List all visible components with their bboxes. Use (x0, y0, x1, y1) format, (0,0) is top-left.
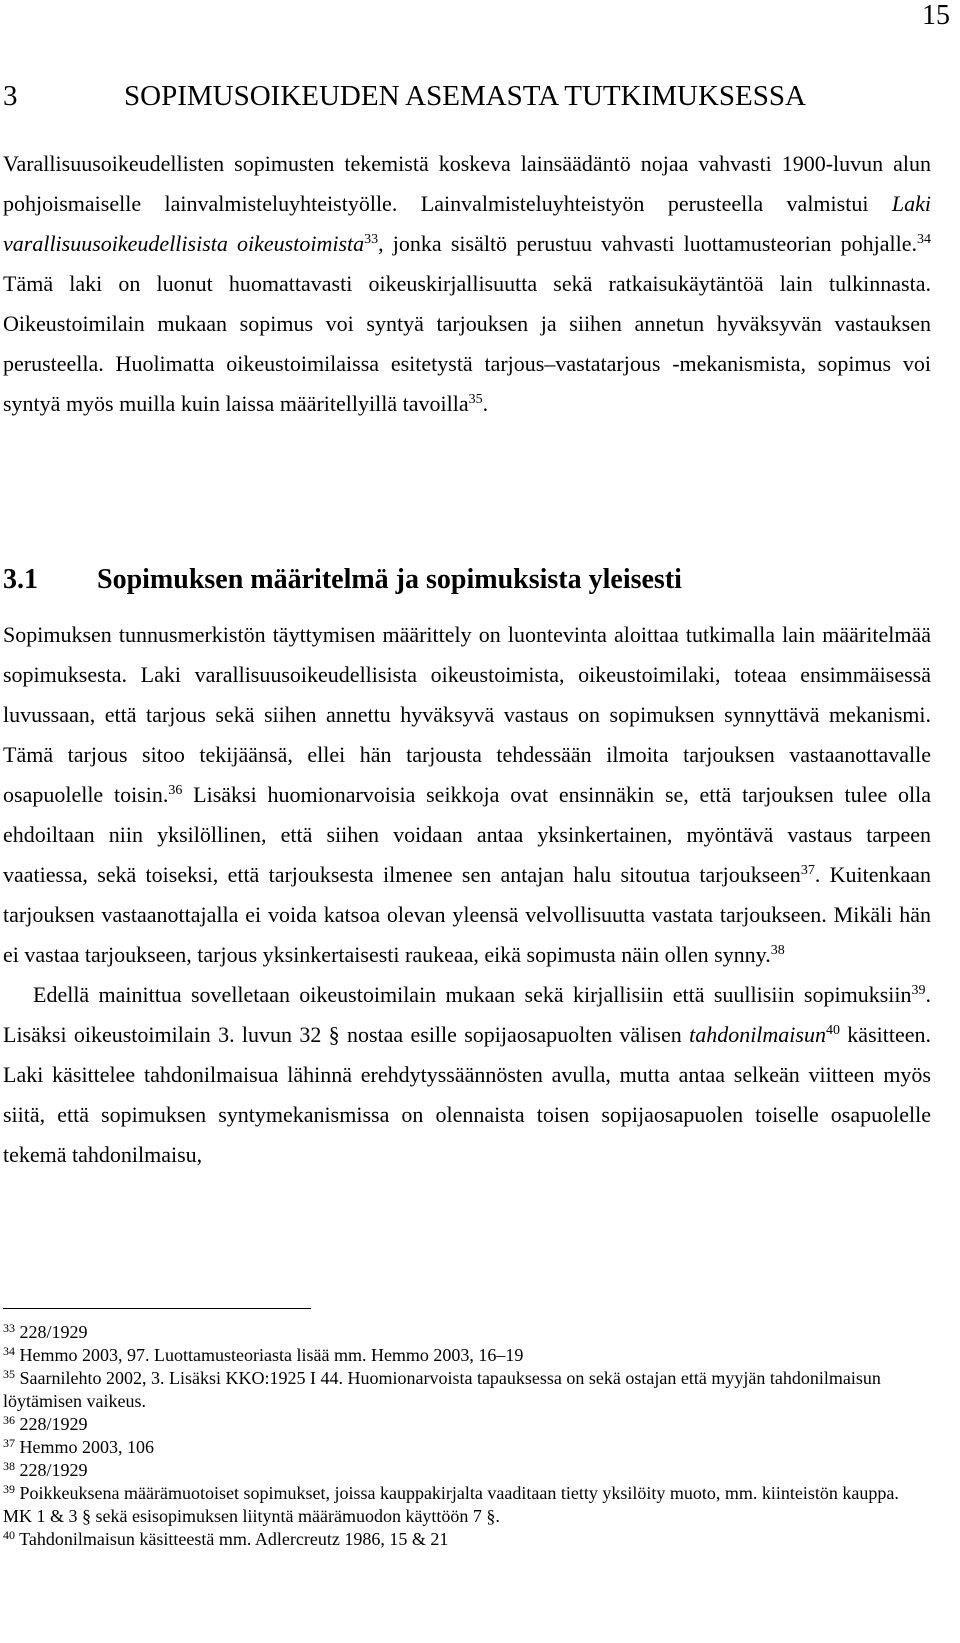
footnote-36: $^{36}$ 228/1929 (3, 1413, 88, 1434)
footnote-37: $^{37}$ Hemmo 2003, 106 (3, 1436, 154, 1457)
p2-text-a: Sopimuksen tunnusmerkistön täyttymisen määrittely on luontevinta aloittaa tutkimalla lain määritelmää sopimuksesta. Laki varallisuusoikeudellisista oikeustoimista, oikeustoimilaki, toteaa ensimmäisessä luvussaan, että tarjous sekä siihen annettu hyväksyvä vastaus on sopimuksen synnyttävä mekanismi. Tämä tarjous sitoo tekijäänsä, ellei hän tarjousta tehdessään ilmoita tarjouksen vastaanottavalle osapuolelle toisin. (3, 622, 931, 807)
chapter-title: SOPIMUSOIKEUDEN ASEMASTA TUTKIMUKSESSA (124, 80, 806, 112)
term-tahdonilmaisu: tahdonilmaisun (689, 1022, 826, 1047)
paragraph-3 (3, 975, 931, 1175)
footnote-ref-40: 40 (825, 1023, 840, 1038)
p3-text-a: Edellä mainittua sovelletaan oikeustoimilain mukaan sekä kirjallisiin että suullisiin sopimuksiin (33, 982, 912, 1007)
page-number: 15 (922, 0, 950, 31)
p2-text-c: . Kuitenkaan tarjouksen vastaanottajalla ei voida katsoa olevan yleensä velvollisuutta vastata tarjoukseen. Mikäli hän ei vastaa tarjoukseen, tarjous yksinkertaisesti raukeaa, eikä sopimusta näin ollen synny. (3, 862, 932, 967)
footnote-ref-35: 35 (468, 392, 483, 407)
footnote-ref-33: 33 (364, 232, 379, 247)
p1-text-b: , jonka sisältö perustuu vahvasti luottamusteorian pohjalle. (378, 231, 917, 256)
law-title: Laki varallisuusoikeudellisista oikeustoimista (3, 191, 931, 256)
chapter-heading (3, 78, 933, 114)
footnote-39: $^{39}$ Poikkeuksena määrämuotoiset sopimukset, joissa kauppakirjalta vaaditaan tietty yksilöity muoto, mm. kiinteistön kauppa. MK 1 & 3 § sekä esisopimuksen liityntä määrämuodon käyttöön 7 §. (3, 1482, 899, 1526)
footnote-34: $^{34}$ Hemmo 2003, 97. Luottamusteoriasta lisää mm. Hemmo 2003, 16–19 (3, 1344, 524, 1365)
p1-text-a: Varallisuusoikeudellisten sopimusten tekemistä koskeva lainsäädäntö nojaa vahvasti 1900-luvun alun pohjoismaiselle lainvalmisteluyhteistyölle. Lainvalmisteluyhteistyön perusteella valmistui (3, 151, 931, 216)
section-number: 3.1 (3, 564, 38, 595)
footnotes (3, 1321, 931, 1551)
footnote-33: $^{33}$ 228/1929 (3, 1321, 88, 1342)
p2-text-b: Lisäksi huomionarvoisia seikkoja ovat ensinnäkin se, että tarjouksen tulee olla ehdoiltaan niin yksilöllinen, että siihen voidaan antaa yksinkertainen, myöntävä vastaus tarpeen vaatiessa, sekä toiseksi, että tarjouksesta ilmenee sen antajan halu sitoutua tarjoukseen (3, 782, 932, 887)
chapter-number: 3 (3, 80, 18, 112)
footnote-38: $^{38}$ 228/1929 (3, 1459, 88, 1480)
section-title: Sopimuksen määritelmä ja sopimuksista yleisesti (97, 564, 682, 595)
footnote-ref-39: 39 (911, 983, 926, 998)
p3-text-c: käsitteen. Laki käsittelee tahdonilmaisua lähinnä erehdytyssäännösten avulla, mutta antaa selkeän viitteen myös siitä, että sopimuksen syntymekanismissa on olennaista toisen sopijaosapuolen toiselle osapuolelle tekemä tahdonilmaisu, (3, 1022, 931, 1167)
section-heading (3, 562, 933, 598)
footnote-rule (3, 1308, 311, 1309)
p1-text-d: . (482, 391, 489, 416)
paragraph-2 (3, 615, 931, 1175)
p3-text-b: . Lisäksi oikeustoimilain 3. luvun 32 § nostaa esille sopijaosapuolten välisen (3, 982, 931, 1047)
paragraph-1 (3, 144, 931, 424)
footnote-ref-38: 38 (770, 943, 785, 958)
footnote-ref-37: 37 (800, 863, 815, 878)
p1-text-c: Tämä laki on luonut huomattavasti oikeuskirjallisuutta sekä ratkaisukäytäntöä lain tulkinnasta. Oikeustoimilain mukaan sopimus voi syntyä tarjouksen ja siihen annetun hyväksyvän vastauksen perusteella. Huolimatta oikeustoimilaissa esitetystä tarjous–vastatarjous -mekanismista, sopimus voi syntyä myös muilla kuin laissa määritellyillä tavoilla (3, 271, 931, 416)
footnote-ref-34: 34 (917, 232, 931, 247)
footnote-35: $^{35}$ Saarnilehto 2002, 3. Lisäksi KKO:1925 I 44. Huomionarvoista tapauksessa on sekä ostajan että myyjän tahdonilmaisun löytämisen vaikeus. (3, 1367, 881, 1411)
footnote-40: $^{40}$ Tahdonilmaisun käsitteestä mm. Adlercreutz 1986, 15 & 21 (3, 1528, 449, 1549)
footnote-ref-36: 36 (168, 783, 183, 798)
